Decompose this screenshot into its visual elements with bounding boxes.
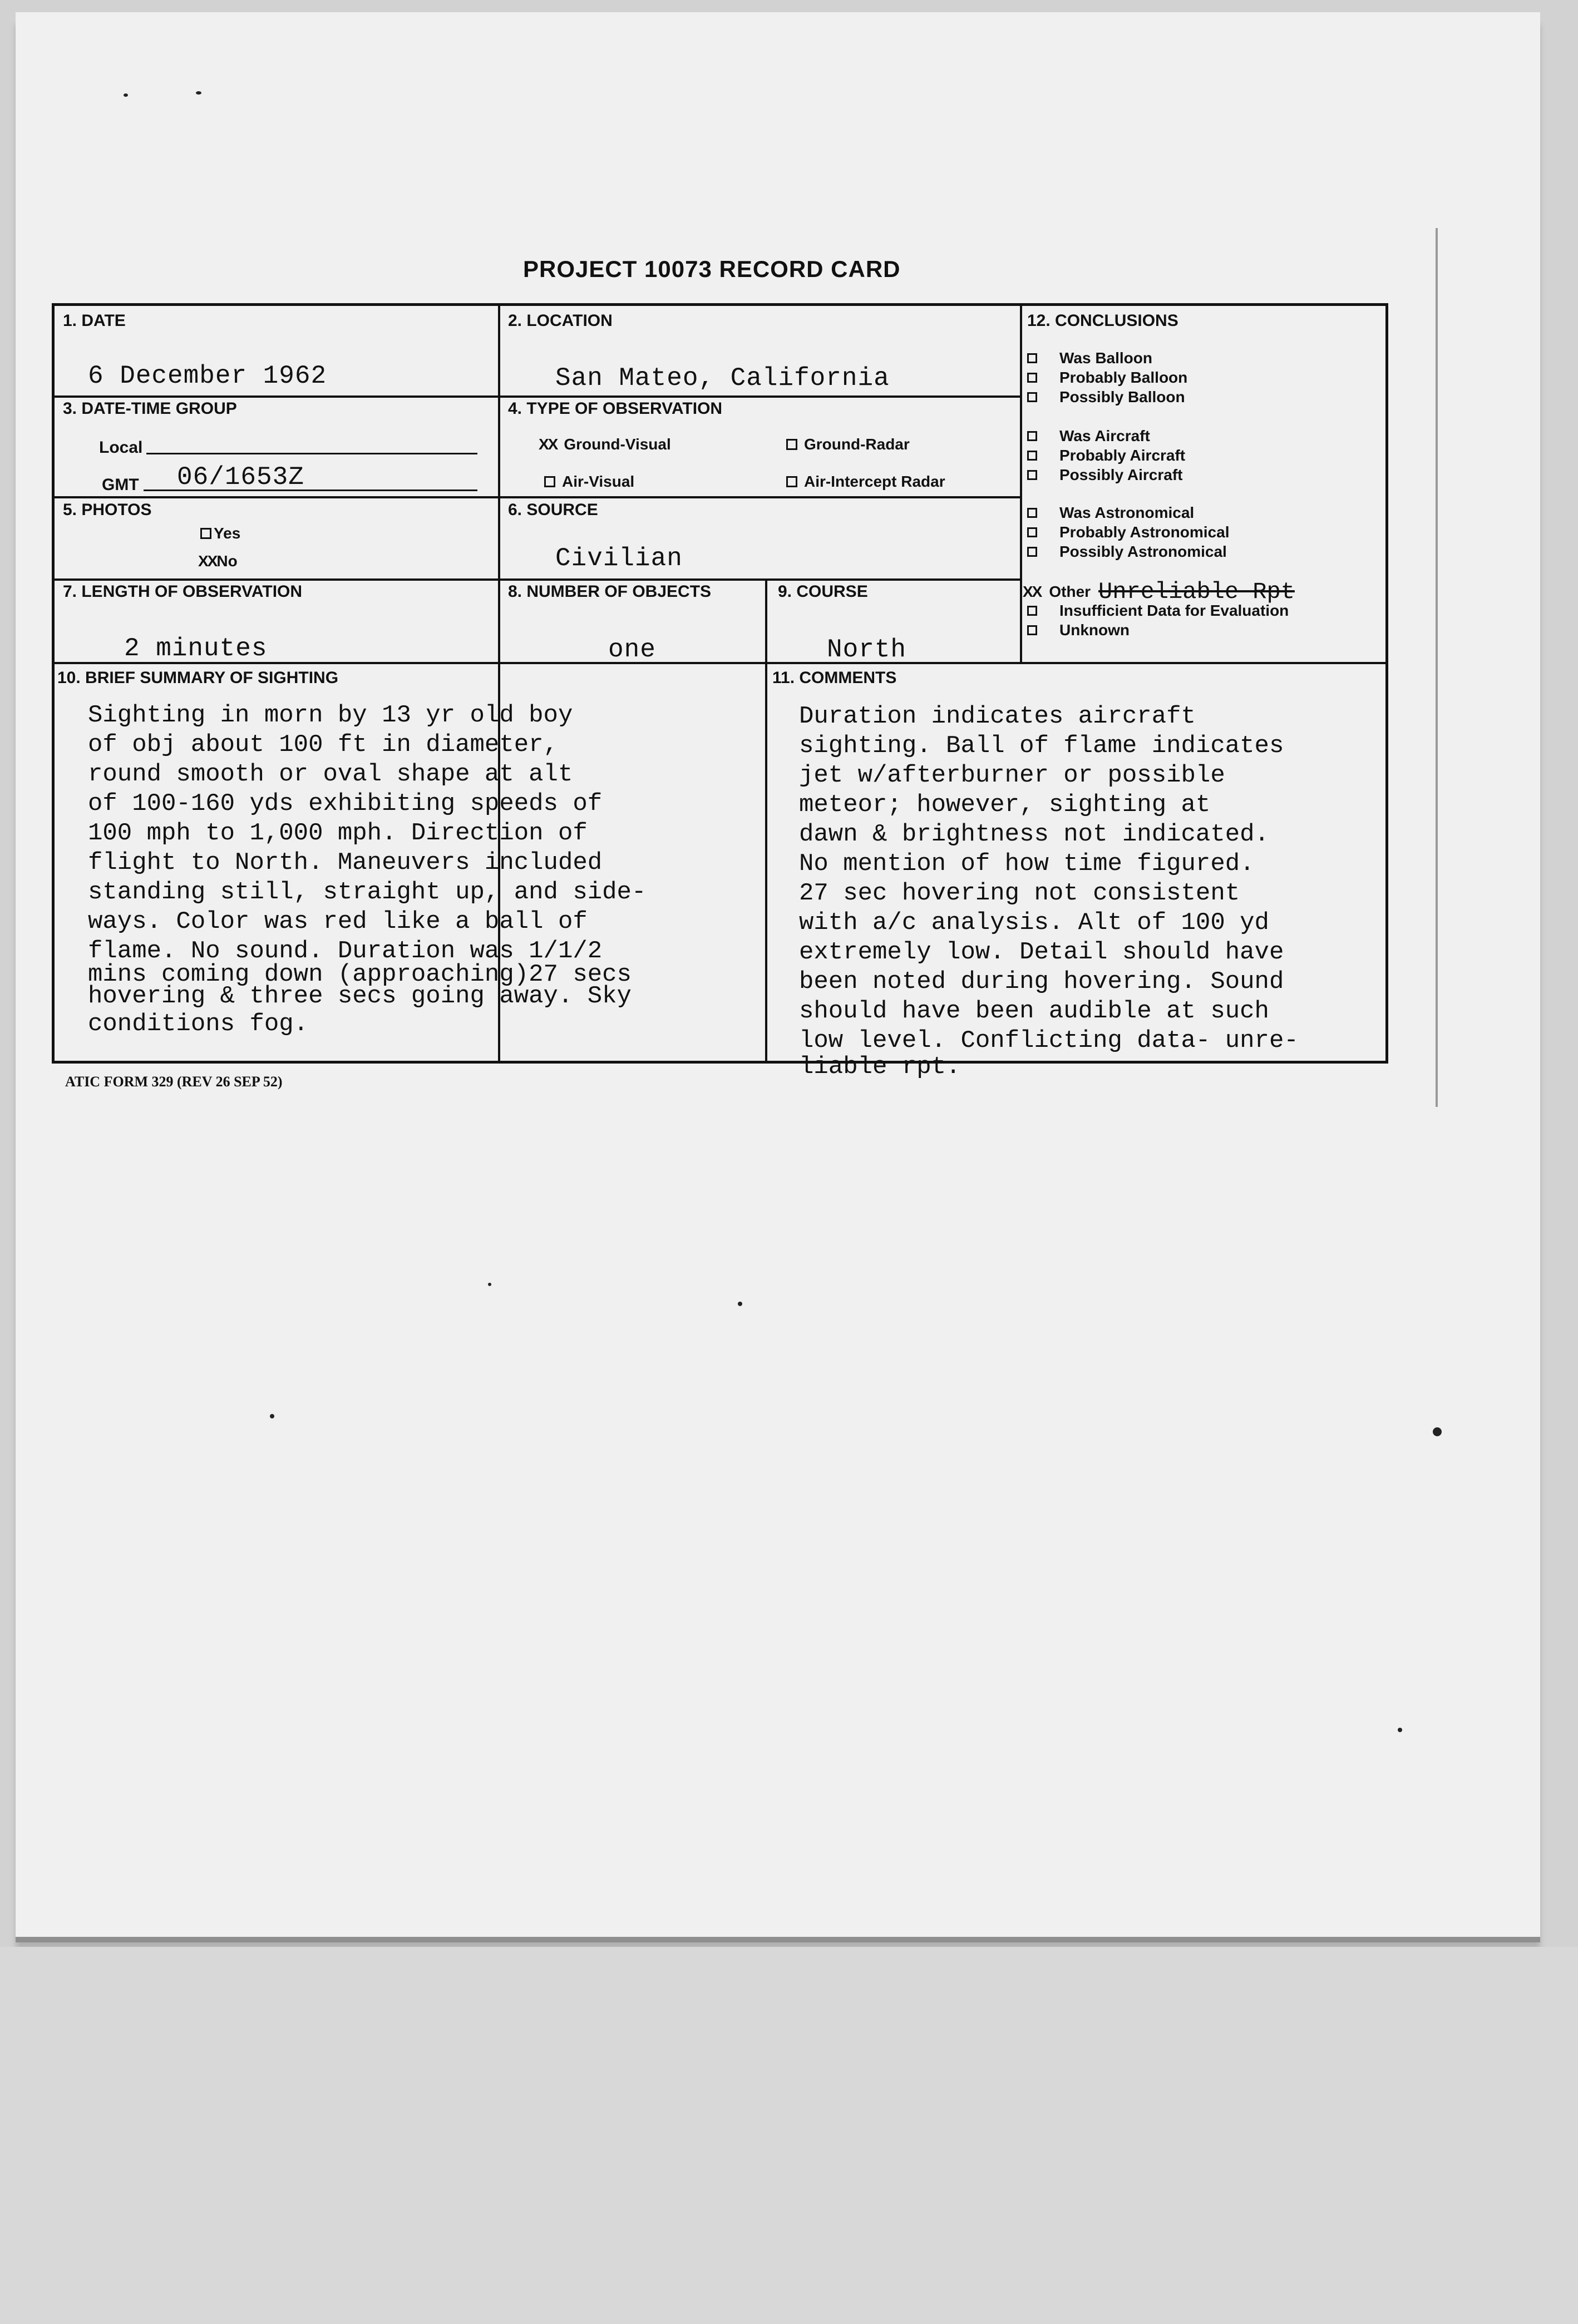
option-ground-visual[interactable] [539,436,671,453]
check-mark: XX [539,436,558,453]
comments-line: No mention of how time figured. [799,850,1255,878]
conclusion-was-balloon[interactable] [1027,349,1152,367]
option-label: Probably Astronomical [1059,523,1230,541]
local-label: Local [99,438,143,457]
option-air-intercept-radar[interactable] [786,473,945,491]
local-underline [146,453,477,454]
option-label: Possibly Balloon [1059,388,1185,406]
dust-speck [1433,1427,1442,1436]
comments-line: meteor; however, sighting at [799,791,1211,819]
summary-line: 100 mph to 1,000 mph. Direction of [88,819,588,847]
number-of-objects-label: 8. NUMBER OF OBJECTS [508,582,712,601]
checkbox-icon [786,439,797,450]
other-value: Unreliable Rpt [1098,578,1295,605]
number-of-objects-value: one [608,635,656,664]
summary-line: of 100-160 yds exhibiting speeds of [88,790,603,818]
record-card [52,303,1388,1081]
checkbox-icon [1027,606,1037,616]
comments-label: 11. COMMENTS [772,669,897,687]
summary-line: Sighting in morn by 13 yr old boy [88,701,573,729]
option-label: Probably Balloon [1059,369,1188,386]
option-label: Possibly Astronomical [1059,543,1227,560]
length-of-observation-value: 2 minutes [124,634,268,663]
divider [765,580,767,1064]
conclusion-possibly-astronomical[interactable] [1027,543,1227,561]
conclusions-label: 12. CONCLUSIONS [1027,311,1178,330]
option-label: Unknown [1059,621,1130,639]
comments-line: 27 sec hovering not consistent [799,879,1240,907]
comments-line: been noted during hovering. Sound [799,968,1284,996]
summary-line: flame. No sound. Duration was 1/1/2 [88,937,603,965]
conclusion-unknown[interactable] [1027,621,1130,639]
comments-line: dawn & brightness not indicated. [799,820,1269,848]
photos-yes-option[interactable] [200,525,240,542]
comments-line: jet w/afterburner or possible [799,762,1225,789]
comments-line: with a/c analysis. Alt of 100 yd [799,909,1269,937]
checkbox-icon [786,476,797,487]
option-label: Was Aircraft [1059,427,1150,444]
course-value: North [827,635,907,664]
divider [55,395,1020,398]
dust-speck [488,1283,491,1286]
comments-text [799,702,1299,1081]
summary-line: ways. Color was red like a ball of [88,908,588,936]
date-value: 6 December 1962 [88,362,327,390]
checkbox-icon [1027,527,1037,537]
checkbox-icon [1027,353,1037,363]
conclusion-was-astronomical[interactable] [1027,504,1194,522]
summary-text [88,701,646,1039]
source-label: 6. SOURCE [508,501,598,519]
conclusion-possibly-balloon[interactable] [1027,388,1185,406]
option-label: Air-Intercept Radar [804,473,945,490]
dust-speck [270,1414,274,1418]
gmt-value: 06/1653Z [177,463,304,492]
option-label: Possibly Aircraft [1059,466,1183,483]
checkbox-icon [1027,431,1037,441]
check-mark: XX [1023,583,1042,600]
summary-line: conditions fog. [88,1010,309,1038]
option-label: No [216,552,238,570]
comments-line: extremely low. Detail should have [799,938,1284,966]
course-label: 9. COURSE [778,582,868,601]
gmt-label: GMT [102,476,139,494]
type-of-observation-label: 4. TYPE OF OBSERVATION [508,399,723,418]
option-label: Ground-Visual [564,436,671,453]
checkbox-icon [200,528,211,539]
comments-line: liable rpt. [799,1053,961,1081]
conclusion-probably-balloon[interactable] [1027,369,1187,387]
checkbox-icon [1027,392,1037,402]
form-id: ATIC FORM 329 (REV 26 SEP 52) [65,1074,283,1090]
comments-line: low level. Conflicting data- unre- [799,1027,1299,1055]
dust-speck [738,1302,742,1306]
dust-speck [124,93,128,97]
dust-speck [196,91,201,95]
divider [1020,306,1022,662]
date-time-group-label: 3. DATE-TIME GROUP [63,399,237,418]
check-mark: XX [198,552,217,570]
conclusion-possibly-aircraft[interactable] [1027,466,1182,484]
summary-line: mins coming down (approaching)27 secs [88,961,632,988]
checkbox-icon [1027,373,1037,383]
checkbox-icon [1027,508,1037,518]
option-air-visual[interactable] [544,473,634,491]
option-ground-radar[interactable] [786,436,910,453]
option-label: Air-Visual [562,473,635,490]
conclusion-other[interactable] [1023,578,1295,605]
photos-label: 5. PHOTOS [63,501,152,519]
conclusion-probably-aircraft[interactable] [1027,447,1185,464]
location-label: 2. LOCATION [508,311,613,330]
summary-line: round smooth or oval shape at alt [88,760,573,788]
checkbox-icon [1027,547,1037,557]
checkbox-icon [544,476,555,487]
date-label: 1. DATE [63,311,126,330]
checkbox-icon [1027,625,1037,635]
photos-no-option[interactable] [198,552,238,570]
card-title: PROJECT 10073 RECORD CARD [523,256,901,282]
conclusion-probably-astronomical[interactable] [1027,523,1229,541]
comments-line: sighting. Ball of flame indicates [799,732,1284,760]
length-of-observation-label: 7. LENGTH OF OBSERVATION [63,582,303,601]
background-strip [0,1947,1578,2324]
summary-label: 10. BRIEF SUMMARY OF SIGHTING [57,669,339,687]
divider [55,578,1020,581]
location-value: San Mateo, California [555,364,890,393]
option-label: Yes [214,525,241,542]
summary-line: flight to North. Maneuvers included [88,849,603,877]
comments-line: Duration indicates aircraft [799,703,1196,730]
option-label: Was Balloon [1059,349,1152,367]
summary-line: standing still, straight up, and side- [88,878,647,906]
option-label: Was Astronomical [1059,504,1195,521]
conclusion-insufficient-data[interactable] [1027,602,1289,620]
dust-speck [1398,1728,1402,1732]
option-label: Insufficient Data for Evaluation [1059,602,1289,619]
checkbox-icon [1027,470,1037,480]
conclusion-was-aircraft[interactable] [1027,427,1150,445]
summary-line: hovering & three secs going away. Sky [88,982,632,1010]
divider [55,496,1020,498]
summary-line: of obj about 100 ft in diameter, [88,731,558,759]
checkbox-icon [1027,451,1037,461]
comments-line: should have been audible at such [799,997,1269,1025]
option-label: Probably Aircraft [1059,447,1186,464]
paper-edge [1436,228,1438,1107]
option-label: Other [1049,583,1091,600]
source-value: Civilian [555,544,683,573]
option-label: Ground-Radar [804,436,910,453]
